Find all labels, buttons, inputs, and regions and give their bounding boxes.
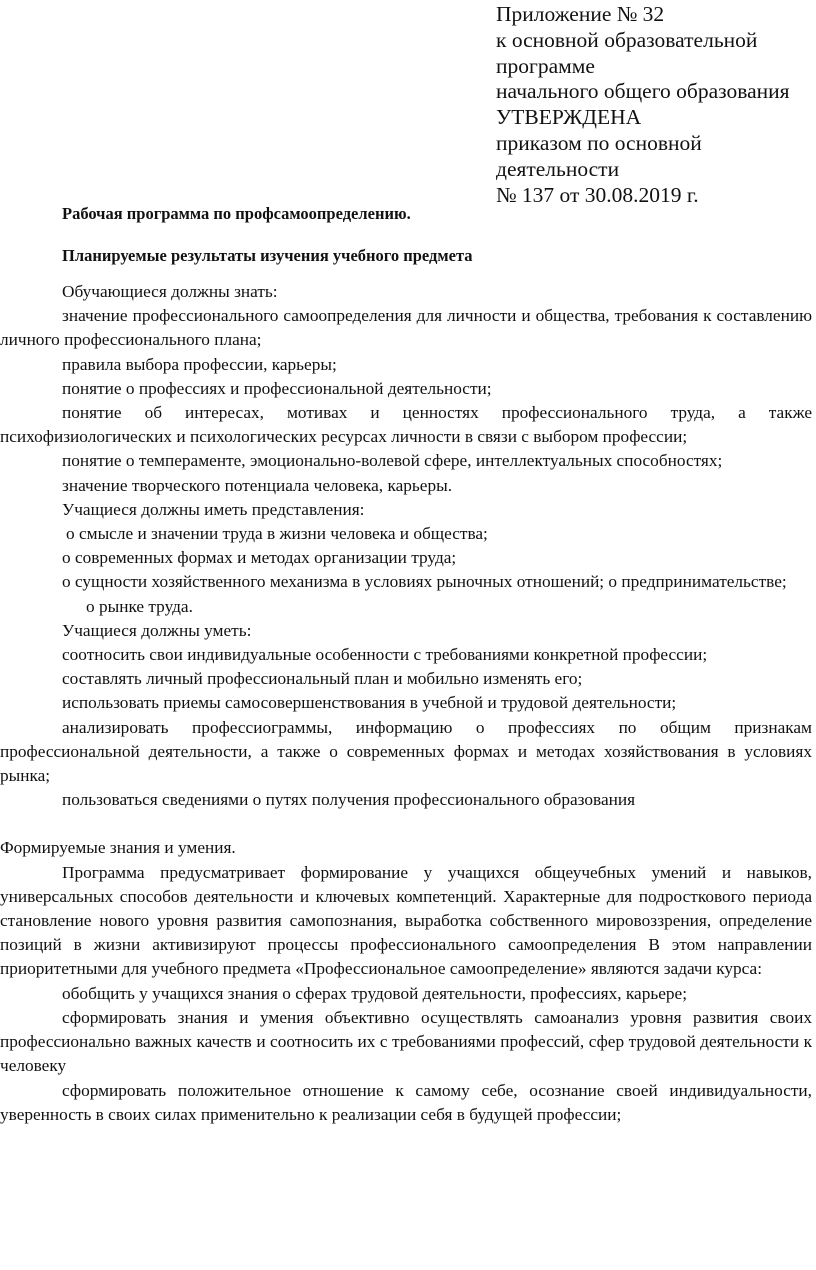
know-item: понятие об интересах, мотивах и ценностях профессионального труда, а также психофизиологических и психологических ресурсах личности в связи с выбором профессии; — [0, 403, 812, 447]
program-intro: Программа предусматривает формирование у учащихся общеучебных умений и навыков, универсальных способов деятельности и ключевых компетенций. Характерные для подросткового периода становление нового уровня развития самопознания, выработка собственного мировоззрения, определение позиций в жизни активизируют процессы профессионального самоопределения В этом направлении приоритетными для учебного предмета «Профессиональное самоопределение» являются задачи курса: — [0, 862, 812, 979]
know-item: значение творческого потенциала человека, карьеры. — [62, 475, 453, 495]
know-item: понятие о темпераменте, эмоционально-волевой сфере, интеллектуальных способностях; — [62, 451, 723, 471]
know-item: правила выбора профессии, карьеры; — [62, 354, 337, 374]
paragraph-gap — [0, 812, 812, 836]
header-line: деятельности — [496, 156, 620, 181]
results-title: Планируемые результаты изучения учебного предмета — [62, 246, 473, 265]
ideas-item: о сущности хозяйственного механизма в условиях рыночных отношений; о предпринимательстве; — [62, 572, 787, 592]
header-line: приказом по основной — [496, 130, 702, 155]
know-intro: Обучающиеся должны знать: — [62, 282, 278, 301]
skills-item: пользоваться сведениями о путях получения профессионального образования — [62, 790, 636, 810]
header-line: № 137 от 30.08.2019 г. — [496, 182, 699, 207]
ideas-item: о рынке труда. — [86, 596, 193, 616]
header-line: программе — [496, 53, 595, 78]
header-line: начального общего образования — [496, 79, 790, 104]
ideas-item: о смысле и значении труда в жизни человека и общества; — [66, 524, 488, 544]
skills-item: использовать приемы самосовершенствования в учебной и трудовой деятельности; — [62, 693, 677, 713]
skills-item: анализировать профессиограммы, информацию о профессиях по общим признакам профессиональной деятельности, а также о современных формах и методах хозяйствования в условиях рынка; — [0, 717, 812, 786]
header-line: УТВЕРЖДЕНА — [496, 105, 642, 130]
header-line: к основной образовательной — [496, 27, 758, 52]
skills-intro: Учащиеся должны уметь: — [62, 620, 252, 640]
task-item: сформировать положительное отношение к самому себе, осознание своей индивидуальности, уверенность в своих силах применительно к реализации себя в будущей профессии; — [0, 1080, 812, 1124]
program-title: Рабочая программа по профсамоопределению. — [62, 204, 411, 223]
ideas-intro: Учащиеся должны иметь представления: — [62, 499, 365, 519]
skills-heading: Формируемые знания и умения. — [0, 838, 236, 858]
approval-header — [496, 2, 814, 208]
know-item: понятие о профессиях и профессиональной деятельности; — [62, 378, 492, 398]
ideas-item: о современных формах и методах организации труда; — [62, 548, 457, 568]
task-item: обобщить у учащихся знания о сферах трудовой деятельности, профессиях, карьере; — [62, 983, 688, 1003]
document-body — [0, 280, 812, 1127]
know-item: значение профессионального самоопределения для личности и общества, требования к составлению личного профессионального плана; — [0, 306, 812, 350]
task-item: сформировать знания и умения объективно осуществлять самоанализ уровня развития своих профессионально важных качеств и соотносить их с требованиями профессий, сфер трудовой деятельности к человеку — [0, 1007, 812, 1076]
header-line: Приложение № 32 — [496, 2, 665, 26]
skills-item: соотносить свои индивидуальные особенности с требованиями конкретной профессии; — [62, 645, 708, 665]
skills-item: составлять личный профессиональный план и мобильно изменять его; — [62, 669, 583, 689]
